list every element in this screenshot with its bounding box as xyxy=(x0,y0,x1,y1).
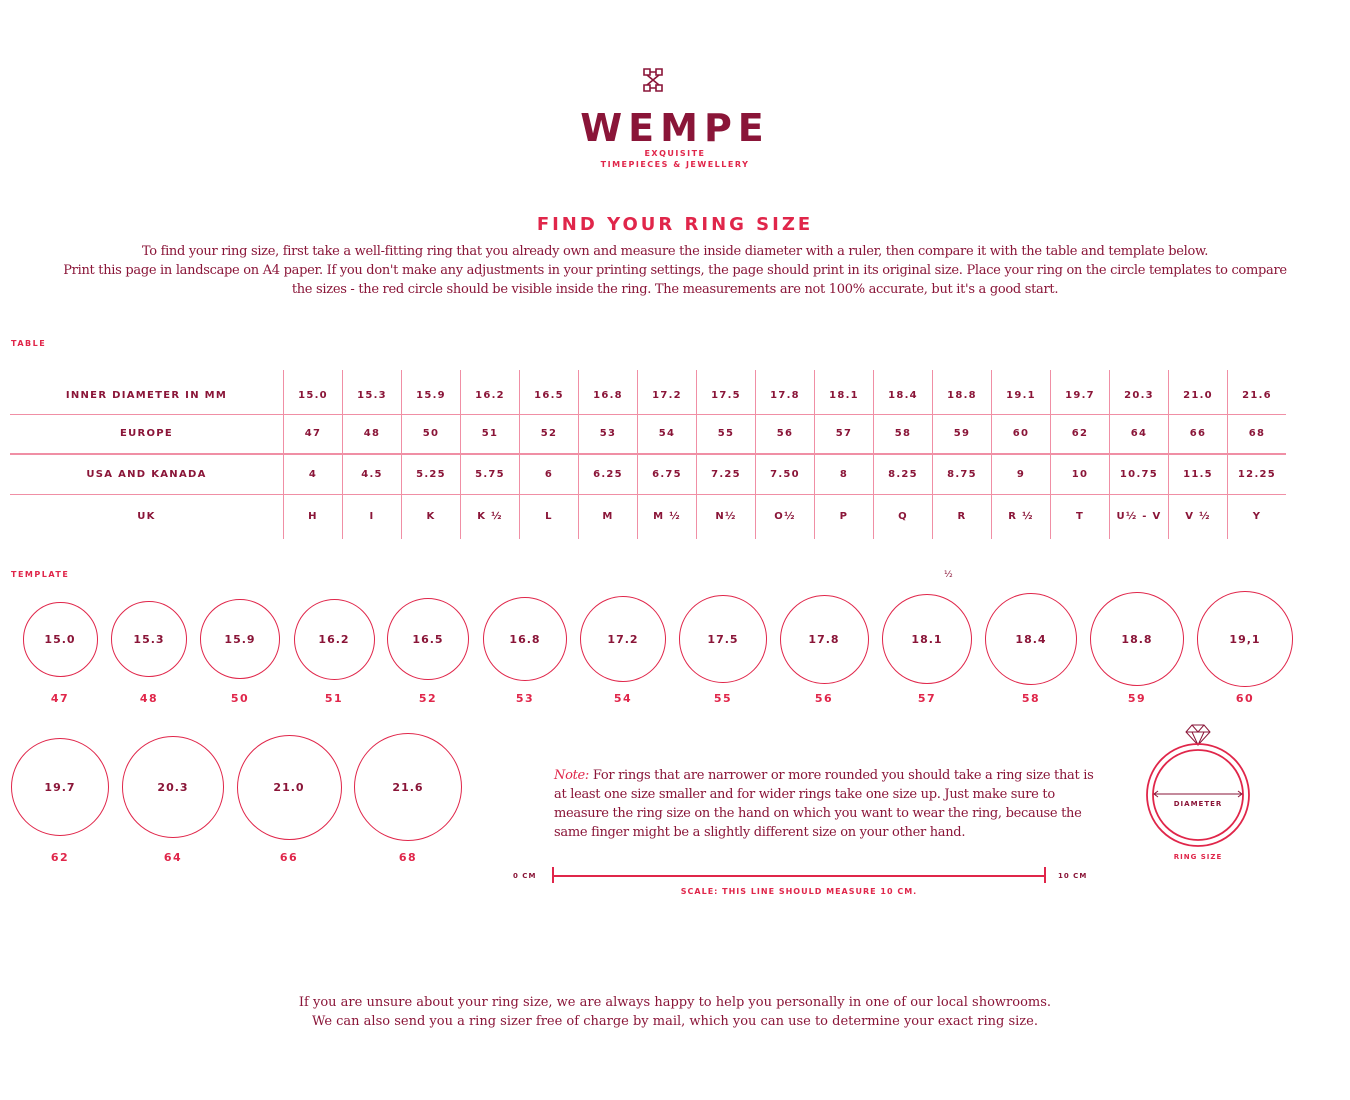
table-cell: 8.25 xyxy=(874,454,933,494)
ring-template-circle xyxy=(387,598,470,681)
table-cell: Y xyxy=(1228,494,1287,539)
table-cell: 60 xyxy=(992,414,1051,454)
table-cell: 7.50 xyxy=(756,454,815,494)
table-cell: P xyxy=(815,494,874,539)
scale-start-label: 0 CM xyxy=(513,872,537,880)
ring-eu-size-label: 58 xyxy=(1021,692,1041,705)
table-cell: H xyxy=(284,494,343,539)
ring-eu-size-label: 48 xyxy=(139,692,159,705)
ring-template-circle xyxy=(200,599,280,679)
table-cell: 68 xyxy=(1228,414,1287,454)
brand-logo: WEMPE xyxy=(580,106,770,150)
footer-line: If you are unsure about your ring size, we are always happy to help you personally in one of our local showrooms. xyxy=(298,995,1052,1010)
row-label: INNER DIAMETER IN MM xyxy=(10,370,284,414)
ring-template-circle xyxy=(580,596,666,682)
table-row xyxy=(10,370,1286,414)
ring-template-circle xyxy=(1197,591,1293,687)
ring-template-circle xyxy=(354,733,462,841)
table-cell: 8 xyxy=(815,454,874,494)
ring-diameter-label: 16.5 xyxy=(412,632,444,646)
table-cell: M ½ xyxy=(638,494,697,539)
table-cell: 6.25 xyxy=(579,454,638,494)
table-cell: 21.6 xyxy=(1228,370,1287,414)
ring-eu-size-label: 54 xyxy=(613,692,633,705)
table-row xyxy=(10,494,1286,539)
ring-diameter-label: 21.6 xyxy=(392,780,424,794)
note-prefix: Note: xyxy=(554,768,589,783)
table-cell: 4.5 xyxy=(343,454,402,494)
table-cell: K xyxy=(402,494,461,539)
ring-eu-size-label: 57 xyxy=(917,692,937,705)
table-cell: 6.75 xyxy=(638,454,697,494)
table-cell: 16.5 xyxy=(520,370,579,414)
ring-eu-size-label: 53 xyxy=(515,692,535,705)
table-cell: 50 xyxy=(402,414,461,454)
table-cell: 57 xyxy=(815,414,874,454)
table-cell: 6 xyxy=(520,454,579,494)
table-cell: T xyxy=(1051,494,1110,539)
ring-diameter-label: 19,1 xyxy=(1229,632,1261,646)
table-cell: 47 xyxy=(284,414,343,454)
ring-eu-size-label: 60 xyxy=(1235,692,1255,705)
ring-eu-size-label: 56 xyxy=(814,692,834,705)
ring-template-circle xyxy=(11,738,110,837)
table-cell: 10 xyxy=(1051,454,1110,494)
ring-eu-size-label: 50 xyxy=(230,692,250,705)
ring-eu-size-label: 52 xyxy=(418,692,438,705)
table-section-label: TABLE xyxy=(11,339,47,348)
ring-diameter-label: 15.0 xyxy=(44,632,76,646)
page-title: FIND YOUR RING SIZE xyxy=(536,214,814,235)
ring-diameter-label: 19.7 xyxy=(44,780,76,794)
table-cell: R ½ xyxy=(992,494,1051,539)
ring-diameter-label: 17.2 xyxy=(607,632,639,646)
diameter-label: DIAMETER xyxy=(1173,800,1223,808)
scale-caption: SCALE: THIS LINE SHOULD MEASURE 10 CM. xyxy=(680,887,918,896)
ring-eu-size-label: 62 xyxy=(50,851,70,864)
table-cell: L xyxy=(520,494,579,539)
table-cell: 5.75 xyxy=(461,454,520,494)
ring-template-circle xyxy=(882,594,973,685)
table-cell: N½ xyxy=(697,494,756,539)
table-cell: 19.7 xyxy=(1051,370,1110,414)
footer-text xyxy=(0,993,1350,1031)
intro-line: the sizes - the red circle should be visible inside the ring. The measurements are not 100% accurate, but it's a good start. xyxy=(291,282,1059,297)
table-cell: I xyxy=(343,494,402,539)
table-cell: K ½ xyxy=(461,494,520,539)
scale-line xyxy=(553,875,1045,877)
row-label: EUROPE xyxy=(10,414,284,454)
table-cell: 53 xyxy=(579,414,638,454)
ring-template-circle xyxy=(679,595,767,683)
ring-diameter-label: 17.8 xyxy=(808,632,840,646)
table-cell: 59 xyxy=(933,414,992,454)
ring-eu-size-label: 66 xyxy=(279,851,299,864)
ring-template-circle xyxy=(111,601,188,678)
ring-template-circle xyxy=(122,736,224,838)
table-cell: 66 xyxy=(1169,414,1228,454)
ring-diameter-label: 16.8 xyxy=(509,632,541,646)
ring-diameter-label: 21.0 xyxy=(273,780,305,794)
table-cell: 18.4 xyxy=(874,370,933,414)
intro-line: Print this page in landscape on A4 paper. If you don't make any adjustments in your printing settings, the page should print in its original size. Place your ring on the circle templates to compare xyxy=(63,263,1287,278)
table-cell: V ½ xyxy=(1169,494,1228,539)
table-cell: R xyxy=(933,494,992,539)
ring-template-circle xyxy=(483,597,567,681)
table-cell: 9 xyxy=(992,454,1051,494)
ring-template-circle xyxy=(237,735,342,840)
stray-mark: ½ xyxy=(944,570,953,580)
ring-template-circle xyxy=(780,595,869,684)
ring-eu-size-label: 59 xyxy=(1127,692,1147,705)
table-cell: 7.25 xyxy=(697,454,756,494)
table-cell: 8.75 xyxy=(933,454,992,494)
table-cell: 62 xyxy=(1051,414,1110,454)
table-cell: 17.5 xyxy=(697,370,756,414)
ring-diagram-icon xyxy=(1140,720,1256,850)
table-cell: 15.9 xyxy=(402,370,461,414)
table-cell: 11.5 xyxy=(1169,454,1228,494)
table-row xyxy=(10,414,1286,454)
table-cell: 12.25 xyxy=(1228,454,1287,494)
table-cell: 18.1 xyxy=(815,370,874,414)
intro-text xyxy=(60,242,1290,299)
table-cell: 18.8 xyxy=(933,370,992,414)
table-cell: 4 xyxy=(284,454,343,494)
table-cell: Q xyxy=(874,494,933,539)
table-cell: 16.2 xyxy=(461,370,520,414)
table-cell: 20.3 xyxy=(1110,370,1169,414)
note-body: For rings that are narrower or more rounded you should take a ring size that is at least one size smaller and for wider rings take one size up. Just make sure to measure the ring size on the hand on which you want to wear the ring, because the same finger might be a slightly different size on your other hand. xyxy=(554,768,1094,840)
ring-eu-size-label: 51 xyxy=(324,692,344,705)
ring-size-table xyxy=(10,370,1286,539)
ring-eu-size-label: 68 xyxy=(398,851,418,864)
table-cell: 10.75 xyxy=(1110,454,1169,494)
brand-tagline: TIMEPIECES & JEWELLERY xyxy=(600,160,750,169)
table-cell: 15.3 xyxy=(343,370,402,414)
ring-diameter-label: 15.3 xyxy=(133,632,165,646)
table-cell: 17.2 xyxy=(638,370,697,414)
table-cell: 64 xyxy=(1110,414,1169,454)
table-cell: O½ xyxy=(756,494,815,539)
row-label: UK xyxy=(137,511,156,523)
ring-diameter-label: 15.9 xyxy=(224,632,256,646)
intro-line: To find your ring size, first take a well-fitting ring that you already own and measure the inside diameter with a ruler, then compare it with the table and template below. xyxy=(141,244,1209,259)
table-cell: 52 xyxy=(520,414,579,454)
table-cell: 19.1 xyxy=(992,370,1051,414)
table-cell: 48 xyxy=(343,414,402,454)
table-cell: 51 xyxy=(461,414,520,454)
ring-template-circle xyxy=(23,602,98,677)
wempe-monogram-icon xyxy=(641,67,665,93)
template-section-label: TEMPLATE xyxy=(11,570,70,579)
table-cell: 5.25 xyxy=(402,454,461,494)
ring-template-circle xyxy=(294,599,375,680)
scale-end-label: 10 CM xyxy=(1058,872,1088,880)
ring-eu-size-label: 64 xyxy=(163,851,183,864)
table-cell: M xyxy=(579,494,638,539)
table-row xyxy=(10,454,1286,494)
scale-tick-end xyxy=(1044,867,1046,883)
ring-eu-size-label: 55 xyxy=(713,692,733,705)
table-cell: 17.8 xyxy=(756,370,815,414)
table-cell: 58 xyxy=(874,414,933,454)
table-cell: 55 xyxy=(697,414,756,454)
ring-template-circle xyxy=(1090,592,1184,686)
ring-diameter-label: 16.2 xyxy=(318,632,350,646)
brand-tagline: EXQUISITE xyxy=(644,149,706,158)
table-cell: 16.8 xyxy=(579,370,638,414)
table-cell: 54 xyxy=(638,414,697,454)
ring-diameter-label: 18.1 xyxy=(911,632,943,646)
ring-diameter-label: 18.8 xyxy=(1121,632,1153,646)
table-cell: 56 xyxy=(756,414,815,454)
table-cell: 15.0 xyxy=(284,370,343,414)
footer-line: We can also send you a ring sizer free of charge by mail, which you can use to determine your exact ring size. xyxy=(312,1014,1038,1029)
table-cell: U½ - V xyxy=(1110,494,1169,539)
ring-size-caption: RING SIZE xyxy=(1173,853,1223,861)
row-label: USA AND KANADA xyxy=(10,454,284,494)
note-text xyxy=(554,766,1094,842)
ring-eu-size-label: 47 xyxy=(50,692,70,705)
ring-diameter-label: 18.4 xyxy=(1015,632,1047,646)
ring-template-circle xyxy=(985,593,1077,685)
ring-diameter-label: 17.5 xyxy=(707,632,739,646)
table-cell: 21.0 xyxy=(1169,370,1228,414)
ring-diameter-label: 20.3 xyxy=(157,780,189,794)
